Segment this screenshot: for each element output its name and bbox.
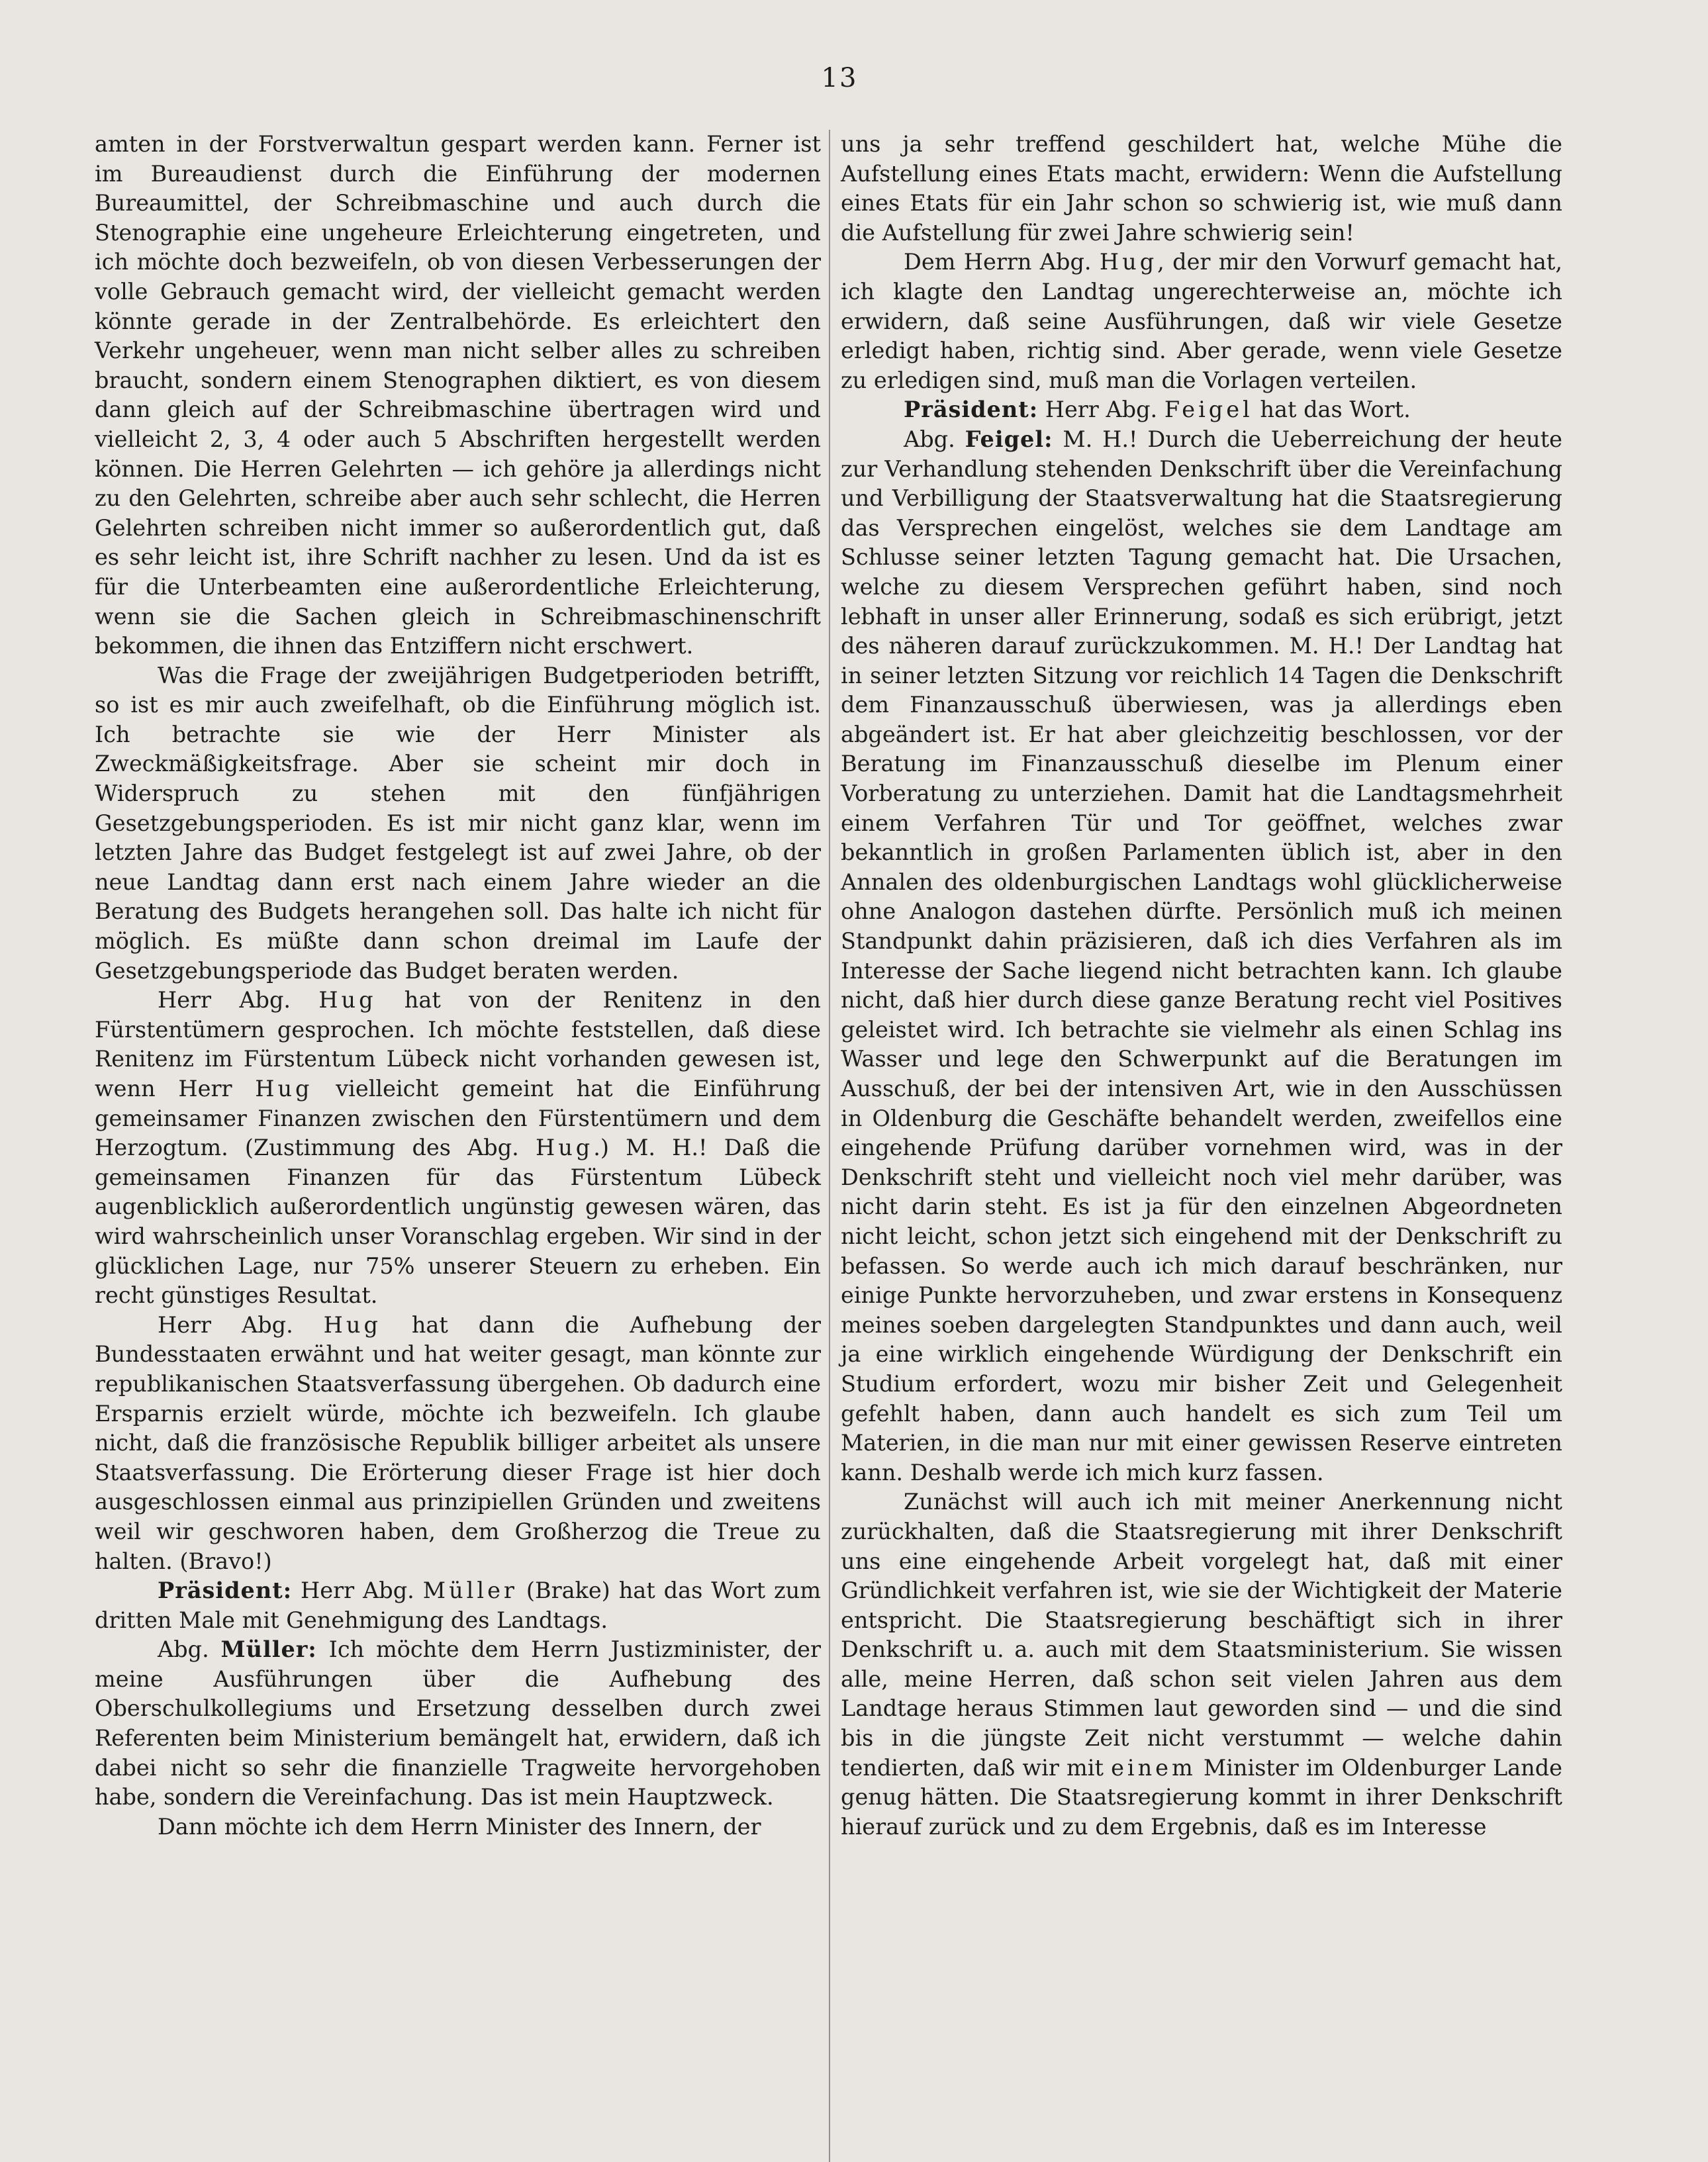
speaker-name: Hug [318,987,377,1013]
left-paragraph-2: Was die Frage der zweijährigen Budgetperioden betrifft, so ist es mir auch zweifelhaft, ob die Einführung möglich ist. Ich betrachte sie wie der Herr Minister als Zweckmäßigkeitsfrage. Aber sie scheint mir doch in Widerspruch zu stehen mit den fünfjährigen Gesetzgebungsperioden. Es ist mir nicht ganz klar, wenn im letzten Jahre das Budget festgelegt ist auf zwei Jahre, ob der neue Landtag dann erst nach einem Jahre wieder an die Beratung des Budgets herangehen soll. Das halte ich nicht für möglich. Es müßte dann schon dreimal im Laufe der Gesetzgebungsperiode das Budget beraten werden. [95,662,821,984]
speaker-name: Hug [323,1311,381,1338]
speaker-label: Präsident: [158,1577,293,1604]
right-paragraph-2: Dem Herrn Abg. Hug, der mir den Vorwurf gemacht hat, ich klagte den Landtag ungerechterweise an, möchte ich erwidern, daß seine Ausführungen, daß wir viele Gesetze erledigt haben, richtig sind. Aber gerade, wenn viele Gesetze zu erledigen sind, muß man die Vorlagen verteilen. [841,249,1562,393]
left-paragraph-1: amten in der Forstverwaltun gespart werden kann. Ferner ist im Bureaudienst durch die Einführung der modernen Bureaumittel, der Schreibmaschine und auch durch die Stenographie eine ungeheure Erleichterung eingetreten, und ich möchte doch bezweifeln, ob von diesen Verbesserungen der volle Gebrauch gemacht wird, der vielleicht gemacht werden könnte gerade in der Zentralbehörde. Es erleichtert den Verkehr ungeheuer, wenn man nicht selber alles zu schreiben braucht, sondern einem Stenographen diktiert, es von diesem dann gleich auf der Schreibmaschine übertragen wird und vielleicht 2, 3, 4 oder auch 5 Abschriften hergestellt werden können. Die Herren Gelehrten — ich gehöre ja allerdings nicht zu den Gelehrten, schreibe aber auch sehr schlecht, die Herren Gelehrten schreiben nicht immer so außerordentlich gut, daß es sehr leicht ist, ihre Schrift nachher zu lesen. Und da ist es für die Unterbeamten eine außerordentliche Erleichterung, wenn sie die Sachen gleich in Schreibmaschinenschrift bekommen, die ihnen das Entziffern nicht erschwert. [95,131,821,659]
left-paragraph-5: Präsident: Herr Abg. Müller (Brake) hat das Wort zum dritten Male mit Genehmigung des Landtags. [95,1577,821,1633]
speaker-label: Feigel: [965,426,1053,452]
right-paragraph-5: Zunächst will auch ich mit meiner Anerkennung nicht zurückhalten, daß die Staatsregierung mit ihrer Denkschrift uns eine eingehende Arbeit vorgelegt hat, daß mit einer Gründlichkeit verfahren ist, wie sie der Wichtigkeit der Materie entspricht. Die Staatsregierung beschäftigt sich in ihrer Denkschrift u. a. auch mit dem Staatsministerium. Sie wissen alle, meine Herren, daß schon seit vielen Jahren aus dem Landtage heraus Stimmen laut geworden sind — und die sind bis in die jüngste Zeit nicht verstummt — welche dahin tendierten, daß wir mit einem Minister im Oldenburger Lande genug hätten. Die Staatsregierung kommt in ihrer Denkschrift hierauf zurück und zu dem Ergebnis, daß es im Interesse [841,1489,1563,1840]
speaker-name: Hug [535,1135,594,1161]
left-paragraph-4: Herr Abg. Hug hat dann die Aufhebung der Bundesstaaten erwähnt und hat weiter gesagt, man könnte zur republikanischen Staatsverfassung übergehen. Ob dadurch eine Ersparnis erzielt würde, möchte ich bezweifeln. Ich glaube nicht, daß die französische Republik billiger arbeitet als unsere Staatsverfassung. Die Erörterung dieser Frage ist hier doch ausgeschlossen einmal aus prinzipiellen Gründen und zweitens weil wir geschworen haben, dem Großherzog die Treue zu halten. (Bravo!) [95,1311,821,1574]
speaker-label: Präsident: [904,397,1039,423]
page-number: 13 [821,63,858,93]
left-paragraph-6: Abg. Müller: Ich möchte dem Herrn Justizminister, der meine Ausführungen über die Aufhebung des Oberschulkollegiums und Ersetzung desselben durch zwei Referenten beim Ministerium bemängelt hat, erwidern, daß ich dabei nicht so sehr die finanzielle Tragweite hervorgehoben habe, sondern die Vereinfachung. Das ist mein Hauptzweck. [95,1636,821,1810]
left-paragraph-7: Dann möchte ich dem Herrn Minister des Innern, der [158,1813,761,1840]
column-divider [829,130,830,2162]
speaker-name: Hug [255,1076,313,1102]
speaker-name: Hug [1099,249,1158,275]
speaker-name: Feigel [1164,397,1253,423]
speaker-name: Müller [422,1577,518,1604]
speaker-label: Müller: [220,1636,317,1663]
emphasized-word: einem [1111,1754,1196,1781]
left-column [95,130,821,1842]
left-paragraph-3: Herr Abg. Hug hat von der Renitenz in den Fürstentümern gesprochen. Ich möchte feststellen, daß diese Renitenz im Fürstentum Lübeck nicht vorhanden gewesen ist, wenn Herr Hug vielleicht gemeint hat die Einführung gemeinsamer Finanzen zwischen den Fürstentümern und dem Herzogtum. (Zustimmung des Abg. Hug.) M. H.! Daß die gemeinsamen Finanzen für das Fürstentum Lübeck augenblicklich außerordentlich ungünstig gewesen wären, das wird wahrscheinlich unser Voranschlag ergeben. Wir sind in der glücklichen Lage, nur 75% unserer Steuern zu erheben. Ein recht günstiges Resultat. [95,987,821,1309]
right-paragraph-1: uns ja sehr treffend geschildert hat, welche Mühe die Aufstellung eines Etats macht, erwidern: Wenn die Aufstellung eines Etats für ein Jahr schon so schwierig ist, wie muß dann die Aufstellung für zwei Jahre schwierig sein! [841,131,1562,246]
right-paragraph-3: Präsident: Herr Abg. Feigel hat das Wort. [904,397,1411,423]
right-paragraph-4: Abg. Feigel: M. H.! Durch die Ueberreichung der heute zur Verhandlung stehenden Denkschrift über die Vereinfachung und Verbilligung der Staatsverwaltung hat die Staatsregierung das Versprechen eingelöst, welches sie dem Landtage am Schlusse seiner letzten Tagung gemacht hat. Die Ursachen, welche zu diesem Versprechen geführt haben, sind noch lebhaft in unser aller Erinnerung, sodaß es sich erübrigt, jetzt des näheren darauf zurückzukommen. M. H.! Der Landtag hat in seiner letzten Sitzung vor reichlich 14 Tagen die Denkschrift dem Finanzausschuß überwiesen, was ja allerdings eben abgeändert ist. Er hat aber gleichzeitig beschlossen, vor der Beratung im Finanzausschuß dieselbe im Plenum einer Vorberatung zu unterziehen. Damit hat die Landtagsmehrheit einem Verfahren Tür und Tor geöffnet, welches zwar bekanntlich in großen Parlamenten üblich ist, aber in den Annalen des oldenburgischen Landtags wohl glücklicherweise ohne Analogon dastehen dürfte. Persönlich muß ich meinen Standpunkt dahin präzisieren, daß ich dies Verfahren als im Interesse der Sache liegend nicht betrachten kann. Ich glaube nicht, daß hier durch diese ganze Beratung recht viel Positives geleistet wird. Ich betrachte sie vielmehr als einen Schlag ins Wasser und lege den Schwerpunkt auf die Beratungen im Ausschuß, der bei der intensiven Art, wie in den Ausschüssen in Oldenburg die Geschäfte behandelt werden, zweifellos eine eingehende Prüfung darüber vornehmen wird, was in der Denkschrift steht und vielleicht noch viel mehr darüber, was nicht darin steht. Es ist ja für den einzelnen Abgeordneten nicht leicht, schon jetzt sich eingehend mit der Denkschrift zu befassen. So werde auch ich mich darauf beschränken, nur einige Punkte hervorzuheben, und zwar erstens in Konsequenz meines soeben dargelegten Standpunktes und dann auch, weil ja eine wirklich eingehende Würdigung der Denkschrift ein Studium erfordert, wozu mir bisher Zeit und Gelegenheit gefehlt haben, dann auch handelt es sich zum Teil um Materien, in die man nur mit einer gewissen Reserve eintreten kann. Deshalb werde ich mich kurz fassen. [841,426,1562,1485]
right-column [841,130,1562,1842]
